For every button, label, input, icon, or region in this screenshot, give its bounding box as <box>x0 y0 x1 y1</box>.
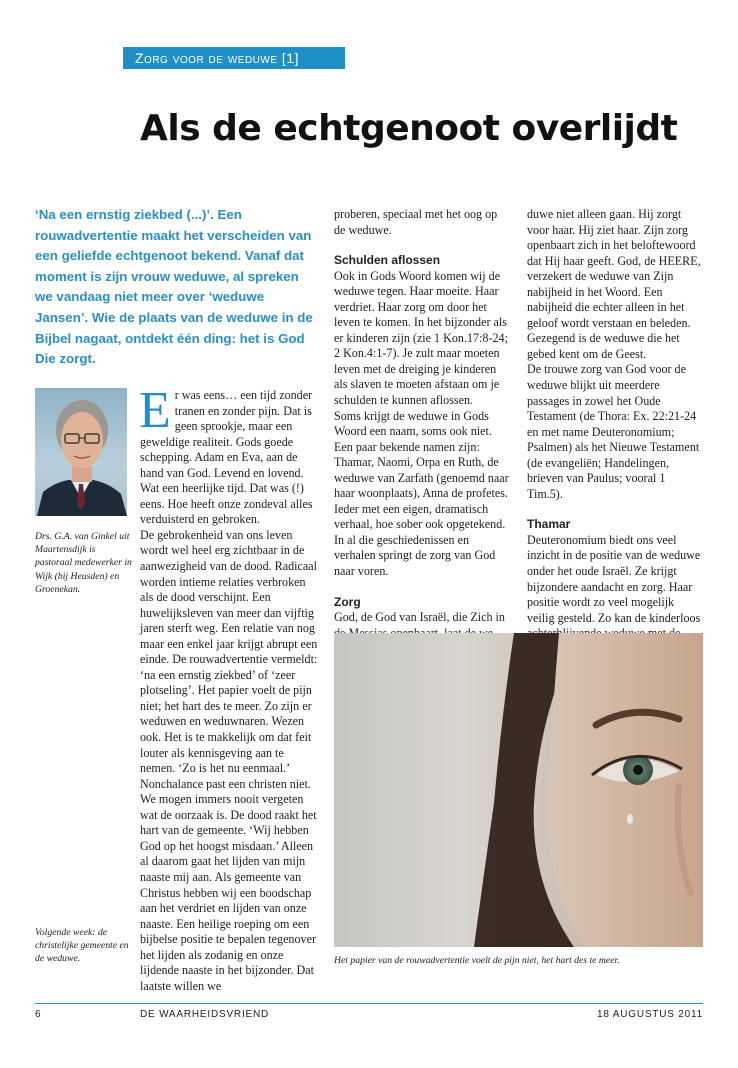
article-lead: ‘Na een ernstig ziekbed (...)’. Een rouwadvertentie maakt het verscheiden van een geliefde echtgenoot bekend. Vanaf dat moment is zijn vrouw weduwe, al spreken we vandaag niet meer over ‘weduwe Jansen’. Wie de plaats van de weduwe in de Bijbel nagaat, ontdekt één ding: het is God Die zorgt. <box>35 207 313 367</box>
article-column-3 <box>527 207 703 673</box>
magazine-name: DE WAARHEIDSVRIEND <box>140 1009 270 1020</box>
paragraph-text: r was eens… een tijd zonder tranen en zonder pijn. Dat is geen sprookje, maar een geweldige realiteit. Gods goede schepping. Adam en Eva, aan de hand van God. Levend en lovend. Wat een heerlijke tijd. Dat was (!) eens. Hoe heeft onze zondeval alles verduisterd en gebroken. <box>140 388 313 527</box>
article-paragraph: Deuteronomium biedt ons veel inzicht in de positie van de weduwe onder het oude Israël. Ze krijgt bijzondere aandacht en zorg. Haar positie wordt zo veel mogelijk veilig gesteld. Zo kan de kinderloos <box>527 532 701 625</box>
woman-face-photo <box>334 633 703 947</box>
article-paragraph <box>139 382 318 528</box>
page-number: 6 <box>35 1009 42 1020</box>
article-paragraph: Soms krijgt de weduwe in Gods Woord een naam, soms ook niet. Een paar bekende namen zijn: Thamar, Naomi, Orpa en Ruth, de weduwe van Zarfath (genoemd naar haar woonplaats), Anna de profetes. Ieder met een eigen, dramatisch verhaal, hoe sober ook opgetekend. In al die geschiedenissen en verhalen springt de zorg van God naar voren. <box>334 408 509 579</box>
article-title: Als de echtgenoot overlijdt <box>140 108 678 149</box>
article-paragraph: De trouwe zorg van God voor de weduwe blijkt uit meerdere passages in zowel het Oude Testament (de Thora: Ex. 22:21-24 en met name Deuteronomium; Psalmen) als het Nieuwe Testament (de evangeliën; Handelingen, brieven van Paulus; vooral 1 Tim.5). <box>527 362 700 501</box>
next-week-note: Volgende week: de christelijke gemeente en de weduwe. <box>35 927 129 965</box>
article-paragraph: duwe niet alleen gaan. Hij zorgt voor haar. Hij ziet haar. Zijn zorg openbaart zich in het beloftewoord dat Hij haar geeft. God, de HEERE, verzekert de weduwe van Zijn nabijheid in het Woord. Een nabijheid die echter alleen in het geloof wordt verstaan en beleden. Gezegend is de weduwe die het gebed kent om de Geest. <box>527 207 701 361</box>
issue-date: 18 AUGUSTUS 2011 <box>597 1009 703 1020</box>
article-paragraph: God, de God van Israël, die Zich in <box>334 610 505 625</box>
article-column-1 <box>139 382 318 994</box>
photo-caption: Het papier van de rouwadvertentie voelt de pijn niet, het hart des te meer. <box>334 955 620 966</box>
author-portrait-image <box>35 388 127 516</box>
footer-rule <box>35 1003 703 1004</box>
section-heading: Schulden aflossen <box>334 253 441 268</box>
author-portrait <box>35 388 127 516</box>
article-paragraph: De gebrokenheid van ons leven wordt wel heel erg zichtbaar in de aanwezigheid van de dood. Radicaal worden intieme relaties verbroken als de dood verschijnt. Een huwelijksleven van meer dan vijftig jaren sterft weg. Een relatie van nog maar een enkel jaar krijgt abrupt een einde. De rouwadvertentie vermeldt: ‘na een ernstig ziekbed’ of ‘zeer plotseling’. Het papier voelt de pijn niet; het hart des te meer. Zo zijn er weduwen en weduwnaren. Wezen ook. Het is te makkelijk om dat feit louter als kennisgeving aan te nemen. ‘Zo is het nu eenmaal.’ Nonchalance past een christen niet. We mogen immers nooit vergeten wat de oorzaak is. De dood raakt het hart van de gemeente. ‘Wij hebben God op het hoogst misdaan.’ Alleen al daarom gaat het lijden van mijn naaste mij aan. Als gemeente van Christus hebben wij een boodschap aan het verdriet en lijden van onze naaste. Een heilige roeping om een bijbelse positie te bepalen tegenover het lijden als zodanig en onze lijdende naaste in het bijzonder. Dat laatste willen we <box>140 527 318 993</box>
drop-cap: E <box>139 382 171 439</box>
section-heading: Zorg <box>334 594 361 609</box>
author-caption: Drs. G.A. van Ginkel uit Maartensdijk is pastoraal medewerker in Wijk (bij Heusden) en Groenekan. <box>35 531 132 595</box>
article-column-2 <box>334 207 510 641</box>
section-heading: Thamar <box>527 517 571 532</box>
article-paragraph: Ook in Gods Woord komen wij de weduwe tegen. Haar moeite. Haar verdriet. Haar zorg om door het leven te komen. In het bijzonder als er kinderen zijn (zie 1 Kon.17:8-24; 2 Kon.4:1-7). Je zult maar moeten leven met de dreiging je kinderen als slaven te moeten afstaan om je schulden te kunnen aflossen. <box>334 268 508 408</box>
series-tag: Zorg voor de weduwe [1] <box>123 47 345 69</box>
article-photo <box>334 633 703 947</box>
article-paragraph: proberen, speciaal met het oog op de weduwe. <box>334 207 498 237</box>
